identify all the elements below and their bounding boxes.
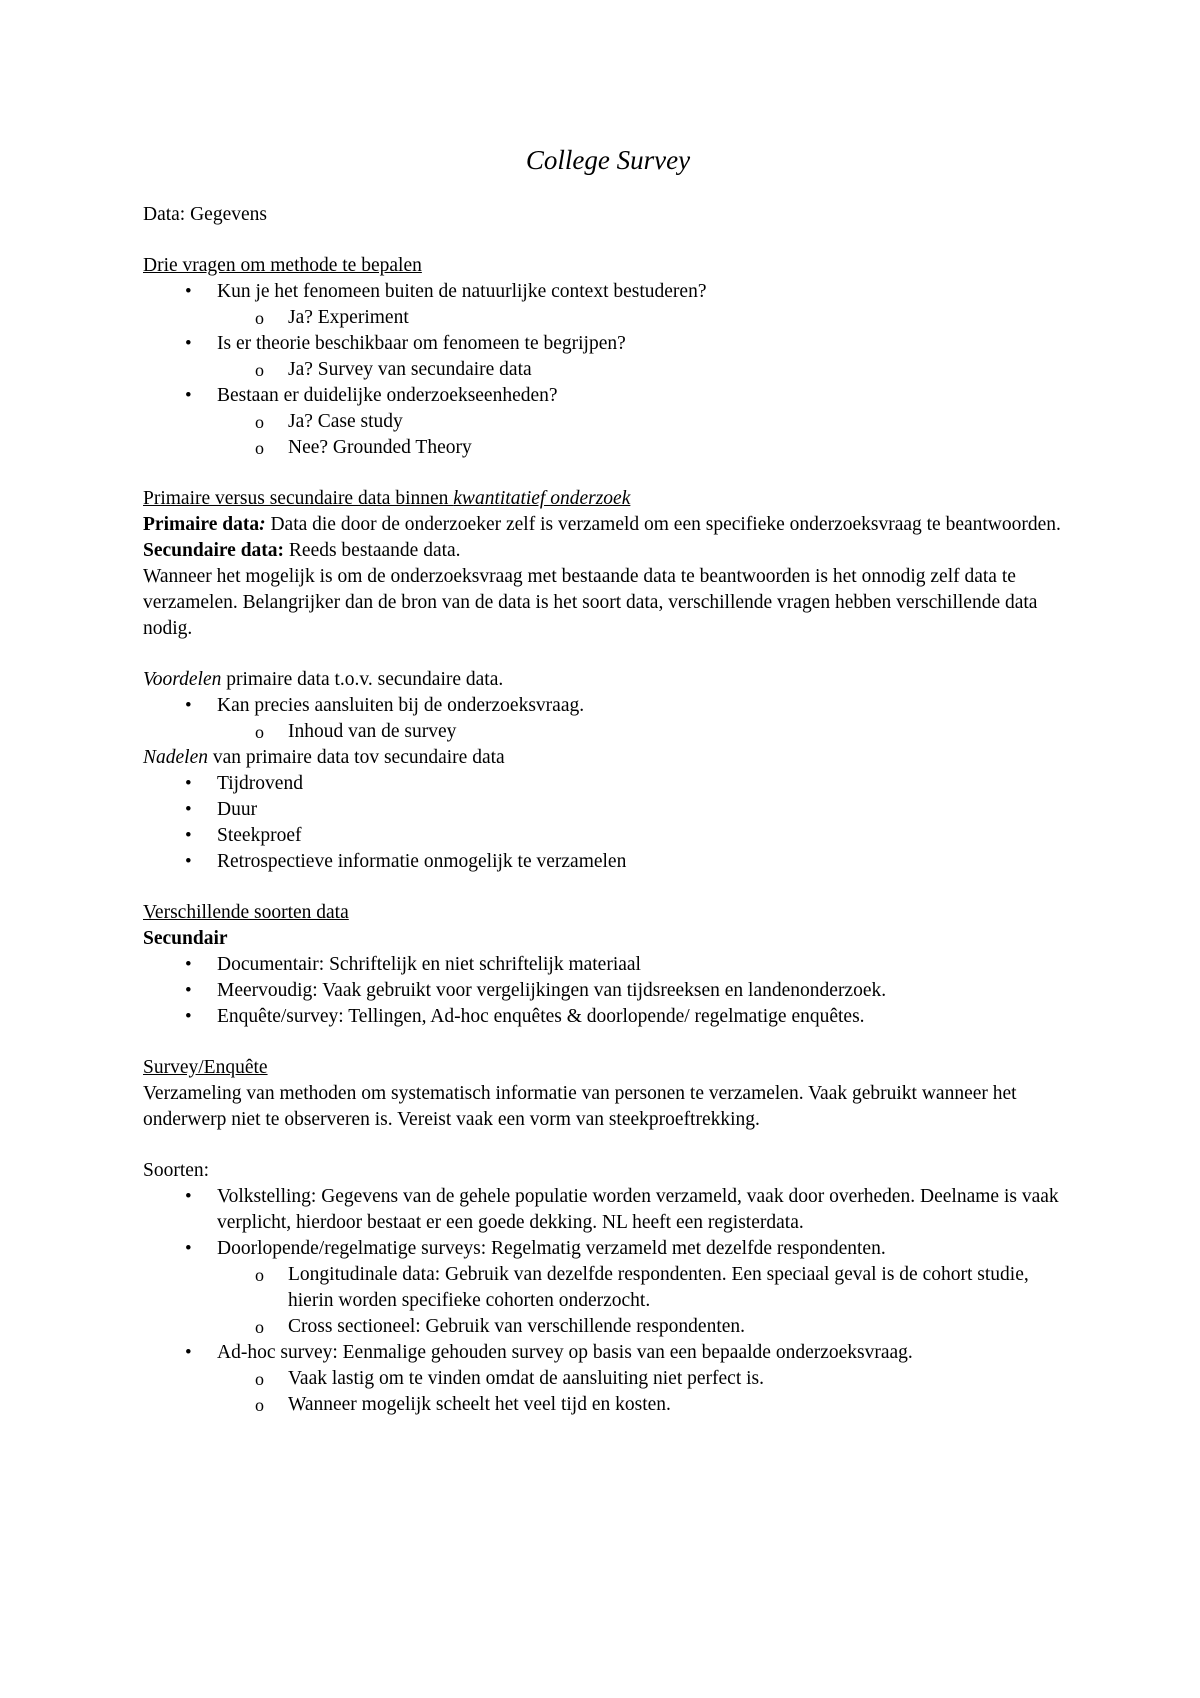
sub-list-item: o Cross sectioneel: Gebruik van verschillende respondenten. <box>143 1314 1073 1340</box>
list-item: • Steekproef <box>143 823 1073 849</box>
sub-list-item: o Inhoud van de survey <box>143 719 1073 745</box>
nadelen-list <box>143 771 1073 875</box>
voordelen-list <box>143 693 1073 745</box>
list-item: • Duur <box>143 797 1073 823</box>
document-title: College Survey <box>525 145 691 175</box>
soorten-label: Soorten: <box>143 1160 210 1181</box>
voordelen-heading: Voordelen primaire data t.o.v. secundaire data. <box>143 669 504 690</box>
data-definition: Data: Gegevens <box>143 204 267 225</box>
primaire-data-definition: Primaire data: Data die door de onderzoeker zelf is verzameld om een specifieke onderzoeksvraag te beantwoorden. <box>143 514 1061 535</box>
secundair-subheading: Secundair <box>143 928 228 949</box>
section-heading-primair-secundair: Primaire versus secundaire data binnen kwantitatief onderzoek <box>143 488 631 509</box>
list-item: • Retrospectieve informatie onmogelijk te verzamelen <box>143 849 1073 875</box>
list-item: • Bestaan er duidelijke onderzoekseenheden? o Ja? Case study o Nee? Grounded Theory <box>143 383 1073 461</box>
sub-list-item: o Ja? Case study <box>143 409 1073 435</box>
list-item: • Kun je het fenomeen buiten de natuurlijke context bestuderen? o Ja? Experiment <box>143 279 1073 331</box>
list-item: • Enquête/survey: Tellingen, Ad-hoc enquêtes & doorlopende/ regelmatige enquêtes. <box>143 1004 1073 1030</box>
sub-list-item: o Nee? Grounded Theory <box>143 435 1073 461</box>
sub-list-item: o Wanneer mogelijk scheelt het veel tijd en kosten. <box>143 1392 1073 1418</box>
sub-list-item: o Longitudinale data: Gebruik van dezelfde respondenten. Een speciaal geval is de cohort studie, hierin worden specifieke cohorten onderzocht. <box>143 1262 1073 1314</box>
document-body <box>143 202 1073 1418</box>
section-heading-survey: Survey/Enquête <box>143 1057 268 1078</box>
list-item: • Ad-hoc survey: Eenmalige gehouden survey op basis van een bepaalde onderzoeksvraag. o Vaak lastig om te vinden omdat de aansluiting niet perfect is. o Wanneer mogelijk scheelt het veel tijd en kosten. <box>143 1340 1073 1418</box>
secundair-list <box>143 952 1073 1030</box>
survey-types-list <box>143 1184 1073 1418</box>
list-item: • Is er theorie beschikbaar om fenomeen te begrijpen? o Ja? Survey van secundaire data <box>143 331 1073 383</box>
sub-list-item: o Vaak lastig om te vinden omdat de aansluiting niet perfect is. <box>143 1366 1073 1392</box>
section-paragraph: Wanneer het mogelijk is om de onderzoeksvraag met bestaande data te beantwoorden is het onnodig zelf data te verzamelen. Belangrijker dan de bron van de data is het soort data, verschillende vragen hebben verschillende data nodig. <box>143 566 1038 639</box>
list-item: • Kan precies aansluiten bij de onderzoeksvraag. o Inhoud van de survey <box>143 693 1073 745</box>
nadelen-heading: Nadelen van primaire data tov secundaire data <box>143 747 505 768</box>
list-item: • Tijdrovend <box>143 771 1073 797</box>
sub-list-item: o Ja? Survey van secundaire data <box>143 357 1073 383</box>
methode-question-list <box>143 279 1073 461</box>
sub-list-item: o Ja? Experiment <box>143 305 1073 331</box>
section-heading-soorten-data: Verschillende soorten data <box>143 902 349 923</box>
secundaire-data-definition: Secundaire data: Reeds bestaande data. <box>143 540 461 561</box>
list-item: • Documentair: Schriftelijk en niet schriftelijk materiaal <box>143 952 1073 978</box>
list-item: • Volkstelling: Gegevens van de gehele populatie worden verzameld, vaak door overheden. Deelname is vaak verplicht, hierdoor bestaat er een goede dekking. NL heeft een registerdata. <box>143 1184 1073 1236</box>
section-heading-methode: Drie vragen om methode te bepalen <box>143 255 422 276</box>
section-paragraph: Verzameling van methoden om systematisch informatie van personen te verzamelen. Vaak gebruikt wanneer het onderwerp niet te observeren is. Vereist vaak een vorm van steekproeftrekking. <box>143 1083 1017 1130</box>
list-item: • Doorlopende/regelmatige surveys: Regelmatig verzameld met dezelfde respondenten. o Longitudinale data: Gebruik van dezelfde respondenten. Een speciaal geval is de cohort studie, hierin worden specifieke cohorten onderzocht. o Cross sectioneel: Gebruik van verschillende respondenten. <box>143 1236 1073 1340</box>
list-item: • Meervoudig: Vaak gebruikt voor vergelijkingen van tijdsreeksen en landenonderzoek. <box>143 978 1073 1004</box>
